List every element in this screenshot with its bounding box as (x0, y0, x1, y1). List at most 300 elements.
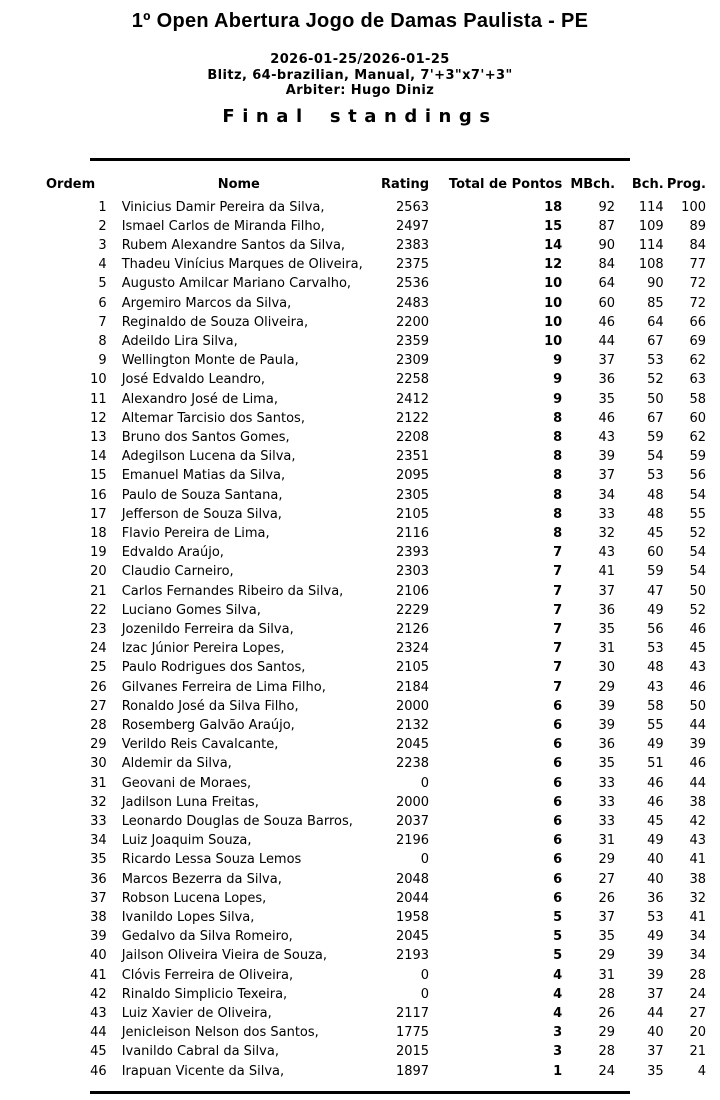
bch-cell: 43 (647, 679, 664, 695)
table-row (38, 985, 706, 1004)
prog-cell: 72 (689, 276, 706, 292)
total-points-cell: 4 (553, 986, 563, 1002)
total-points-cell: 7 (553, 564, 563, 580)
rating-cell: 2105 (395, 660, 430, 676)
mbch-cell: 36 (598, 602, 616, 618)
prog-cell: 45 (689, 641, 706, 657)
rank-cell: 33 (90, 814, 107, 829)
bch-cell: 37 (647, 986, 664, 1002)
mbch-cell: 39 (598, 717, 616, 733)
player-name-cell: Gilvanes Ferreira de Lima Filho, (121, 679, 326, 695)
mbch-cell: 43 (598, 429, 616, 445)
total-points-cell: 7 (553, 602, 563, 618)
total-points-cell: 3 (553, 1044, 563, 1060)
bch-cell: 108 (638, 257, 664, 273)
prog-cell: 28 (689, 967, 706, 983)
total-points-cell: 6 (553, 775, 563, 791)
rank-cell: 41 (90, 967, 107, 983)
rating-cell: 2015 (395, 1044, 430, 1060)
prog-cell: 39 (689, 737, 706, 753)
mbch-cell: 36 (598, 737, 616, 753)
total-points-cell: 5 (553, 948, 563, 964)
total-points-cell: 8 (553, 487, 563, 503)
mbch-cell: 84 (598, 257, 616, 273)
player-name-cell: Luciano Gomes Silva, (121, 602, 261, 618)
rank-cell: 42 (90, 986, 107, 1002)
mbch-cell: 35 (598, 621, 616, 637)
player-name-cell: Jadilson Luna Freitas, (121, 794, 259, 810)
player-name-cell: Luiz Xavier de Oliveira, (121, 1006, 272, 1022)
mbch-cell: 46 (598, 410, 616, 426)
rating-cell: 2193 (395, 948, 430, 964)
rating-cell: 2375 (395, 257, 430, 273)
table-row (38, 850, 706, 869)
section-title: Final standings (222, 105, 498, 127)
bch-cell: 49 (647, 929, 664, 945)
table-row (38, 274, 706, 293)
table-row (38, 582, 706, 601)
bch-cell: 53 (647, 353, 664, 369)
table-row (38, 908, 706, 927)
rank-cell: 29 (90, 737, 107, 753)
rank-cell: 27 (90, 698, 107, 714)
player-name-cell: Verildo Reis Cavalcante, (121, 737, 279, 753)
player-name-cell: Flavio Pereira de Lima, (121, 525, 270, 541)
table-row (38, 294, 706, 313)
rank-cell: 39 (90, 929, 107, 945)
mbch-cell: 28 (598, 1044, 616, 1060)
mbch-cell: 27 (598, 871, 616, 887)
prog-cell: 89 (689, 218, 706, 234)
table-row (38, 1062, 706, 1081)
table-row (38, 697, 706, 716)
prog-cell: 52 (689, 525, 706, 541)
rank-cell: 38 (90, 910, 107, 926)
bch-cell: 51 (647, 756, 664, 772)
rank-cell: 30 (90, 756, 107, 772)
prog-cell: 66 (689, 314, 706, 330)
prog-cell: 44 (689, 717, 706, 733)
prog-cell: 50 (689, 698, 706, 714)
rating-cell: 2117 (395, 1006, 430, 1022)
rating-cell: 2393 (395, 545, 430, 561)
bch-cell: 50 (647, 391, 664, 407)
prog-cell: 41 (689, 910, 706, 926)
mbch-cell: 32 (598, 525, 616, 541)
prog-cell: 38 (689, 871, 706, 887)
rating-cell: 2196 (395, 833, 430, 849)
bch-cell: 85 (647, 295, 664, 311)
total-points-cell: 8 (553, 525, 563, 541)
total-points-cell: 15 (544, 218, 563, 234)
player-name-cell: Gedalvo da Silva Romeiro, (121, 929, 293, 945)
rank-cell: 2 (98, 218, 107, 234)
player-name-cell: Rinaldo Simplicio Texeira, (121, 986, 288, 1002)
prog-cell: 72 (689, 295, 706, 311)
prog-cell: 46 (689, 679, 706, 695)
rating-cell: 2000 (395, 794, 430, 810)
table-row (38, 793, 706, 812)
standings-table (38, 161, 706, 1081)
prog-cell: 44 (689, 775, 706, 791)
bch-cell: 48 (647, 506, 664, 522)
player-name-cell: José Edvaldo Leandro, (121, 372, 266, 388)
bch-cell: 36 (647, 890, 664, 906)
rank-cell: 35 (90, 852, 107, 868)
mbch-cell: 26 (598, 1006, 616, 1022)
total-points-cell: 4 (553, 1006, 563, 1022)
player-name-cell: Marcos Bezerra da Silva, (121, 871, 282, 887)
mbch-cell: 60 (598, 295, 616, 311)
player-name-cell: Leonardo Douglas de Souza Barros, (121, 814, 353, 829)
rating-cell: 2126 (395, 621, 430, 637)
prog-cell: 52 (689, 602, 706, 618)
prog-cell: 4 (697, 1063, 706, 1079)
rank-cell: 5 (98, 276, 107, 292)
rating-cell: 2184 (395, 679, 430, 695)
prog-cell: 41 (689, 852, 706, 868)
table-row (38, 524, 706, 543)
rating-cell: 1775 (395, 1025, 430, 1041)
total-points-cell: 18 (544, 199, 563, 215)
mbch-cell: 24 (598, 1063, 616, 1079)
bch-cell: 47 (647, 583, 664, 599)
table-row (38, 678, 706, 697)
table-row (38, 774, 706, 793)
rating-cell: 2106 (395, 583, 430, 599)
prog-cell: 54 (689, 545, 706, 561)
rating-cell: 2229 (395, 602, 430, 618)
player-name-cell: Paulo Rodrigues dos Santos, (121, 660, 306, 676)
col-header-ordem: Ordem (46, 176, 96, 192)
mbch-cell: 35 (598, 756, 616, 772)
player-name-cell: Altemar Tarcisio dos Santos, (121, 410, 305, 426)
rank-cell: 37 (90, 890, 107, 906)
prog-cell: 46 (689, 756, 706, 772)
rank-cell: 28 (90, 717, 107, 733)
bch-cell: 48 (647, 487, 664, 503)
bottom-divider-rule (90, 1091, 630, 1094)
rank-cell: 10 (90, 372, 107, 388)
total-points-cell: 10 (544, 314, 563, 330)
prog-cell: 43 (689, 660, 706, 676)
rating-cell: 1958 (395, 910, 430, 926)
total-points-cell: 7 (553, 583, 563, 599)
bch-cell: 53 (647, 468, 664, 484)
total-points-cell: 6 (553, 698, 563, 714)
rating-cell: 2536 (395, 276, 430, 292)
mbch-cell: 37 (598, 468, 616, 484)
table-row (38, 428, 706, 447)
prog-cell: 34 (689, 948, 706, 964)
bch-cell: 49 (647, 737, 664, 753)
mbch-cell: 28 (598, 986, 616, 1002)
rating-cell: 2351 (395, 449, 430, 465)
rating-cell: 2303 (395, 564, 430, 580)
bch-cell: 45 (647, 525, 664, 541)
prog-cell: 32 (689, 890, 706, 906)
rank-cell: 1 (98, 199, 107, 215)
bch-cell: 64 (647, 314, 664, 330)
mbch-cell: 35 (598, 391, 616, 407)
player-name-cell: Rubem Alexandre Santos da Silva, (121, 237, 346, 253)
table-row (38, 601, 706, 620)
rating-cell: 0 (420, 986, 430, 1002)
bch-cell: 46 (647, 775, 664, 791)
prog-cell: 50 (689, 583, 706, 599)
prog-cell: 24 (689, 986, 706, 1002)
player-name-cell: Aldemir da Silva, (121, 756, 232, 772)
prog-cell: 38 (689, 794, 706, 810)
table-row (38, 543, 706, 562)
mbch-cell: 41 (598, 564, 616, 580)
prog-cell: 56 (689, 468, 706, 484)
mbch-cell: 26 (598, 890, 616, 906)
player-name-cell: Ismael Carlos de Miranda Filho, (121, 218, 325, 234)
rating-cell: 2208 (395, 429, 430, 445)
col-header-mbch: MBch. (570, 176, 616, 192)
mbch-cell: 36 (598, 372, 616, 388)
total-points-cell: 6 (553, 890, 563, 906)
mbch-cell: 90 (598, 237, 616, 253)
prog-cell: 54 (689, 564, 706, 580)
mbch-cell: 29 (598, 852, 616, 868)
player-name-cell: Augusto Amilcar Mariano Carvalho, (121, 276, 352, 292)
mbch-cell: 31 (598, 833, 616, 849)
col-header-nome: Nome (217, 176, 260, 192)
prog-cell: 54 (689, 487, 706, 503)
total-points-cell: 12 (544, 257, 563, 273)
bch-cell: 40 (647, 1025, 664, 1041)
rating-cell: 2044 (395, 890, 430, 906)
prog-cell: 60 (689, 410, 706, 426)
mbch-cell: 87 (598, 218, 616, 234)
player-name-cell: Luiz Joaquim Souza, (121, 833, 252, 849)
prog-cell: 43 (689, 833, 706, 849)
prog-cell: 63 (689, 372, 706, 388)
table-row (38, 639, 706, 658)
player-name-cell: Jenicleison Nelson dos Santos, (121, 1025, 319, 1041)
rank-cell: 31 (90, 775, 107, 791)
total-points-cell: 7 (553, 545, 563, 561)
table-row (38, 620, 706, 639)
player-name-cell: Reginaldo de Souza Oliveira, (121, 314, 309, 330)
table-row (38, 966, 706, 985)
mbch-cell: 30 (598, 660, 616, 676)
event-date-range: 2026-01-25/2026-01-25 (270, 52, 450, 67)
bch-cell: 39 (647, 967, 664, 983)
col-header-rating: Rating (381, 176, 430, 192)
event-details: Blitz, 64-brazilian, Manual, 7'+3"x7'+3" (207, 67, 513, 83)
table-row (38, 236, 706, 255)
mbch-cell: 37 (598, 583, 616, 599)
rank-cell: 19 (90, 545, 107, 561)
rank-cell: 15 (90, 468, 107, 484)
mbch-cell: 37 (598, 910, 616, 926)
bch-cell: 40 (647, 852, 664, 868)
rank-cell: 13 (90, 429, 107, 445)
rating-cell: 2238 (395, 756, 430, 772)
total-points-cell: 6 (553, 871, 563, 887)
bch-cell: 52 (647, 372, 664, 388)
bch-cell: 114 (638, 199, 664, 215)
prog-cell: 20 (689, 1025, 706, 1041)
prog-cell: 58 (689, 391, 706, 407)
player-name-cell: Carlos Fernandes Ribeiro da Silva, (121, 583, 344, 599)
mbch-cell: 29 (598, 948, 616, 964)
mbch-cell: 29 (598, 679, 616, 695)
rank-cell: 25 (90, 660, 107, 676)
bch-cell: 35 (647, 1063, 664, 1079)
player-name-cell: Rosemberg Galvão Araújo, (121, 717, 295, 733)
player-name-cell: Ivanildo Cabral da Silva, (121, 1044, 279, 1060)
table-row (38, 870, 706, 889)
rank-cell: 24 (90, 641, 107, 657)
table-row (38, 812, 706, 831)
rank-cell: 26 (90, 679, 107, 695)
bch-cell: 44 (647, 1006, 664, 1022)
prog-cell: 55 (689, 506, 706, 522)
bch-cell: 46 (647, 794, 664, 810)
rating-cell: 2412 (395, 391, 430, 407)
total-points-cell: 4 (553, 967, 563, 983)
table-row (38, 217, 706, 236)
prog-cell: 34 (689, 929, 706, 945)
bch-cell: 114 (638, 237, 664, 253)
prog-cell: 42 (689, 814, 706, 829)
table-header-row (38, 161, 706, 198)
table-row (38, 332, 706, 351)
total-points-cell: 8 (553, 449, 563, 465)
rank-cell: 22 (90, 602, 107, 618)
mbch-cell: 33 (598, 794, 616, 810)
total-points-cell: 3 (553, 1025, 563, 1041)
total-points-cell: 7 (553, 679, 563, 695)
table-row (38, 255, 706, 274)
total-points-cell: 9 (553, 372, 563, 388)
bch-cell: 53 (647, 641, 664, 657)
rank-cell: 23 (90, 621, 107, 637)
rating-cell: 2045 (395, 929, 430, 945)
total-points-cell: 1 (553, 1063, 563, 1079)
rating-cell: 2497 (395, 218, 430, 234)
col-header-bch: Bch. (631, 176, 664, 192)
mbch-cell: 35 (598, 929, 616, 945)
rating-cell: 2048 (395, 871, 430, 887)
player-name-cell: Wellington Monte de Paula, (121, 353, 299, 369)
bch-cell: 49 (647, 602, 664, 618)
player-name-cell: Emanuel Matias da Silva, (121, 468, 286, 484)
mbch-cell: 33 (598, 775, 616, 791)
mbch-cell: 39 (598, 698, 616, 714)
total-points-cell: 6 (553, 756, 563, 772)
rank-cell: 36 (90, 871, 107, 887)
total-points-cell: 7 (553, 660, 563, 676)
total-points-cell: 6 (553, 794, 563, 810)
prog-cell: 100 (681, 199, 706, 215)
table-row (38, 390, 706, 409)
rank-cell: 11 (90, 391, 107, 407)
rating-cell: 2200 (395, 314, 430, 330)
bch-cell: 58 (647, 698, 664, 714)
bch-cell: 53 (647, 910, 664, 926)
bch-cell: 48 (647, 660, 664, 676)
player-name-cell: Argemiro Marcos da Silva, (121, 295, 292, 311)
player-name-cell: Bruno dos Santos Gomes, (121, 429, 290, 445)
rating-cell: 2105 (395, 506, 430, 522)
total-points-cell: 8 (553, 468, 563, 484)
rank-cell: 20 (90, 564, 107, 580)
total-points-cell: 6 (553, 852, 563, 868)
table-row (38, 1023, 706, 1042)
rank-cell: 34 (90, 833, 107, 849)
page-title: 1º Open Abertura Jogo de Damas Paulista - PE (131, 10, 589, 32)
total-points-cell: 6 (553, 833, 563, 849)
rating-cell: 2359 (395, 333, 430, 349)
table-row (38, 735, 706, 754)
prog-cell: 27 (689, 1006, 706, 1022)
mbch-cell: 44 (598, 333, 616, 349)
table-row (38, 562, 706, 581)
prog-cell: 46 (689, 621, 706, 637)
prog-cell: 69 (689, 333, 706, 349)
total-points-cell: 9 (553, 353, 563, 369)
player-name-cell: Jefferson de Souza Silva, (121, 506, 282, 522)
total-points-cell: 5 (553, 929, 563, 945)
mbch-cell: 34 (598, 487, 616, 503)
prog-cell: 62 (689, 429, 706, 445)
player-name-cell: Jailson Oliveira Vieira de Souza, (121, 948, 328, 964)
table-row (38, 447, 706, 466)
total-points-cell: 6 (553, 717, 563, 733)
rank-cell: 6 (98, 295, 107, 311)
prog-cell: 59 (689, 449, 706, 465)
table-row (38, 716, 706, 735)
player-name-cell: Ronaldo José da Silva Filho, (121, 698, 299, 714)
table-row (38, 927, 706, 946)
player-name-cell: Adeildo Lira Silva, (121, 333, 238, 349)
rank-cell: 8 (98, 333, 107, 349)
mbch-cell: 46 (598, 314, 616, 330)
bch-cell: 90 (647, 276, 664, 292)
total-points-cell: 7 (553, 621, 563, 637)
rating-cell: 2258 (395, 372, 430, 388)
bch-cell: 54 (647, 449, 664, 465)
rank-cell: 14 (90, 449, 107, 465)
table-row (38, 466, 706, 485)
rank-cell: 21 (90, 583, 107, 599)
rating-cell: 2132 (395, 717, 430, 733)
col-header-total-de-pontos: Total de Pontos (448, 176, 563, 192)
rating-cell: 0 (420, 967, 430, 983)
player-name-cell: Jozenildo Ferreira da Silva, (121, 621, 294, 637)
arbiter-line: Arbiter: Hugo Diniz (285, 83, 435, 98)
table-row (38, 486, 706, 505)
rank-cell: 16 (90, 487, 107, 503)
table-row (38, 505, 706, 524)
total-points-cell: 6 (553, 814, 563, 829)
player-name-cell: Clóvis Ferreira de Oliveira, (121, 967, 294, 983)
rank-cell: 4 (98, 257, 107, 273)
table-row (38, 889, 706, 908)
rating-cell: 0 (420, 852, 430, 868)
prog-cell: 77 (689, 257, 706, 273)
table-row (38, 313, 706, 332)
mbch-cell: 92 (598, 199, 616, 215)
rank-cell: 18 (90, 525, 107, 541)
rank-cell: 43 (90, 1006, 107, 1022)
rank-cell: 45 (90, 1044, 107, 1060)
